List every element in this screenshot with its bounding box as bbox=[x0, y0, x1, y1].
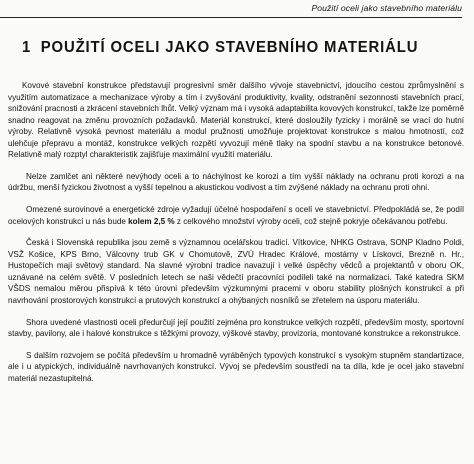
paragraph-tradition: Česká i Slovenská republika jsou země s významnou ocelářskou tradicí. Vítkovice, NHKG Ostrava, SONP Kladno Poldi, VSŽ Košice, KPS Brno, Válcovny trub GK v Chomutově, ZVÚ Hradec Králové, mostárny v Lískovci, Brezně n. Hr., Hustopečích mají světový standard. Na slavné výrobní tradice navazují i velké úspěchy vědců a projektantů v oboru OK, uznávané na celém světě. V posledních letech se naši vědečtí pracovníci podíleli také na normalizaci. Také katedra SKM VŠDS nemalou měrou přispívá k této úrovni především výzkumnými pracemi v oboru stability plošných konstrukcí a při navrhování prostorových konstrukcí a prutových konstrukcí a ohýbaných nosníků se zřetelem na úsporu materiálu. bbox=[8, 238, 464, 305]
paragraph-disadvantages: Nelze zamlčet ani některé nevýhody oceli a to náchylnost ke korozi a tím vyšší náklady na ochranu proti korozi a na údržbu, menší fyzickou životnost a vyšší tepelnou a akustickou vodivost a tím zvýšené náklady na ochranu proti ohni. bbox=[8, 171, 464, 193]
paragraph-resources: Omezené surovinové a energetické zdroje vyžadují účelné hospodaření s ocelí ve stavebnictví. Předpokládá se, že podíl ocelových konstrukcí u nás bude kolem 2,5 % z celkového množství výroby oceli, což stejně pokryje očekávanou potřebu. bbox=[8, 205, 464, 226]
chapter-number: 1 bbox=[22, 39, 32, 56]
steel-share-value: kolem 2,5 % bbox=[128, 216, 175, 226]
paragraph-advantages: Kovové stavební konstrukce představují progresivní směr dalšího vývoje stavebnictví, jdoucího cestou zprůmyslnění s využitím automatizace a mechanizace výroby a tím i zvyšování produktivity, kvality, odstranění sezonnosti stavebních prací, snižování pracnosti a zkrácení stavebních lhůt. Velký význam má i vysoká adaptabilita kovových konstrukcí, takže lze poměrně snadno reagovat na změnu provozních požadavků. Materiál konstrukcí, které dosloužily fyzicky i morálně se vrací do hutní výroby. Relativně vysoká pevnost materiálu a modul pružnosti umožňuje projektovat konstrukce s malou hmotností, což ulehčuje přepravu a montáž, konstrukce velkých rozpětí vyvozují méně tlaky na spodní stavbu a na konstrukce betonové. Relativně malý rozptyl charakteristik zajišťuje maximální využití materiálu. bbox=[8, 81, 464, 159]
running-header: Použití oceli jako stavebního materiálu bbox=[311, 3, 462, 13]
header-rule bbox=[0, 17, 462, 18]
paragraph-development: S dalším rozvojem se počítá především u hromadně vyráběných typových konstrukcí s vysokým stupněm standartizace, ale i u atypických, individuálně navrhovaných konstrukcí. Vývoj se především soustředí na ta díla, kde je ocel jako stavební materiál nezastupitelná. bbox=[8, 350, 464, 383]
paragraph-applications: Shora uvedené vlastnosti oceli předurčují její použití zejména pro konstrukce velkých rozpětí, především mosty, sportovní stavby, pavilony, ale i halové konstrukce s těžkými provozy, výškové stavby, provizoria, montované konstrukce a rekonstrukce. bbox=[8, 317, 464, 339]
chapter-title: POUŽITÍ OCELI JAKO STAVEBNÍHO MATERIÁLU bbox=[40, 39, 419, 56]
chapter-heading bbox=[22, 39, 418, 57]
body-text bbox=[8, 80, 464, 395]
